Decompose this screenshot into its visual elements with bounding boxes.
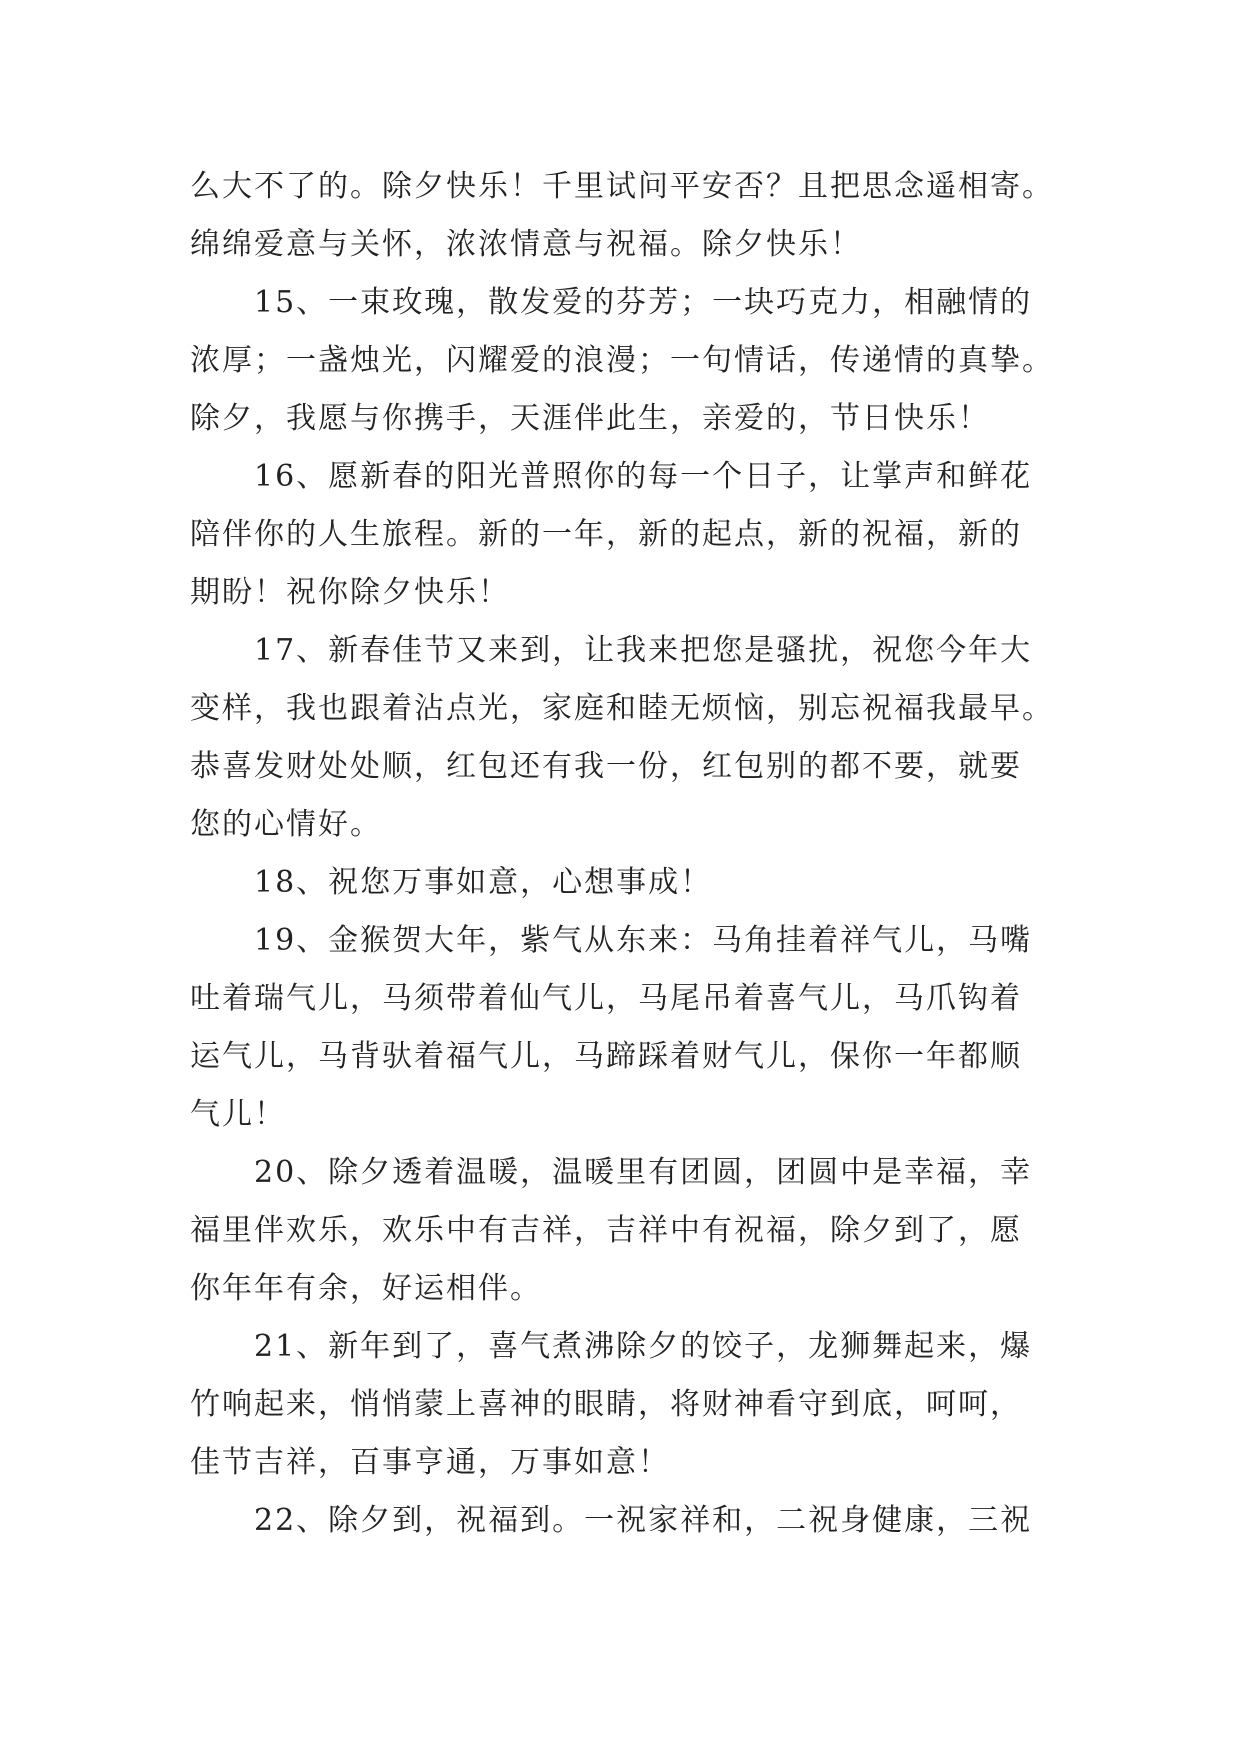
text-line: 福里伴欢乐，欢乐中有吉祥，吉祥中有祝福，除夕到了，愿 [190, 1213, 1022, 1248]
text-line: 运气儿，马背驮着福气儿，马蹄踩着财气儿，保你一年都顺 [190, 1039, 1022, 1074]
text-line: 期盼！祝你除夕快乐！ [190, 575, 510, 610]
body-text [190, 158, 1090, 1550]
text-line: 17、新春佳节又来到，让我来把您是骚扰，祝您今年大 [254, 633, 1033, 668]
text-line: 恭喜发财处处顺，红包还有我一份，红包别的都不要，就要 [190, 749, 1022, 784]
text-line: 浓厚；一盏烛光，闪耀爱的浪漫；一句情话，传递情的真挚。 [190, 343, 1054, 378]
text-line: 你年年有余，好运相伴。 [190, 1271, 542, 1306]
text-line: 绵绵爱意与关怀，浓浓情意与祝福。除夕快乐！ [190, 227, 862, 262]
text-line: 21、新年到了，喜气煮沸除夕的饺子，龙狮舞起来，爆 [254, 1329, 1033, 1364]
text-line: 16、愿新春的阳光普照你的每一个日子，让掌声和鲜花 [254, 459, 1033, 494]
text-line: 竹响起来，悄悄蒙上喜神的眼睛，将财神看守到底，呵呵， [190, 1387, 1022, 1422]
text-line: 20、除夕透着温暖，温暖里有团圆，团圆中是幸福，幸 [254, 1155, 1033, 1190]
text-line: 变样，我也跟着沾点光，家庭和睦无烦恼，别忘祝福我最早。 [190, 691, 1054, 726]
text-line: 么大不了的。除夕快乐！千里试问平安否？且把思念遥相寄。 [190, 169, 1054, 204]
text-line: 您的心情好。 [190, 807, 382, 842]
text-line: 除夕，我愿与你携手，天涯伴此生，亲爱的，节日快乐！ [190, 401, 990, 436]
text-line: 18、祝您万事如意，心想事成！ [254, 865, 713, 900]
text-line: 19、金猴贺大年，紫气从东来：马角挂着祥气儿，马嘴 [254, 923, 1033, 958]
text-line: 气儿！ [190, 1097, 286, 1132]
text-line: 陪伴你的人生旅程。新的一年，新的起点，新的祝福，新的 [190, 517, 1022, 552]
text-line: 22、除夕到，祝福到。一祝家祥和，二祝身健康，三祝 [254, 1503, 1033, 1538]
text-line: 15、一束玫瑰，散发爱的芬芳；一块巧克力，相融情的 [254, 285, 1033, 320]
text-line: 佳节吉祥，百事亨通，万事如意！ [190, 1445, 670, 1480]
text-line: 吐着瑞气儿，马须带着仙气儿，马尾吊着喜气儿，马爪钩着 [190, 981, 1022, 1016]
